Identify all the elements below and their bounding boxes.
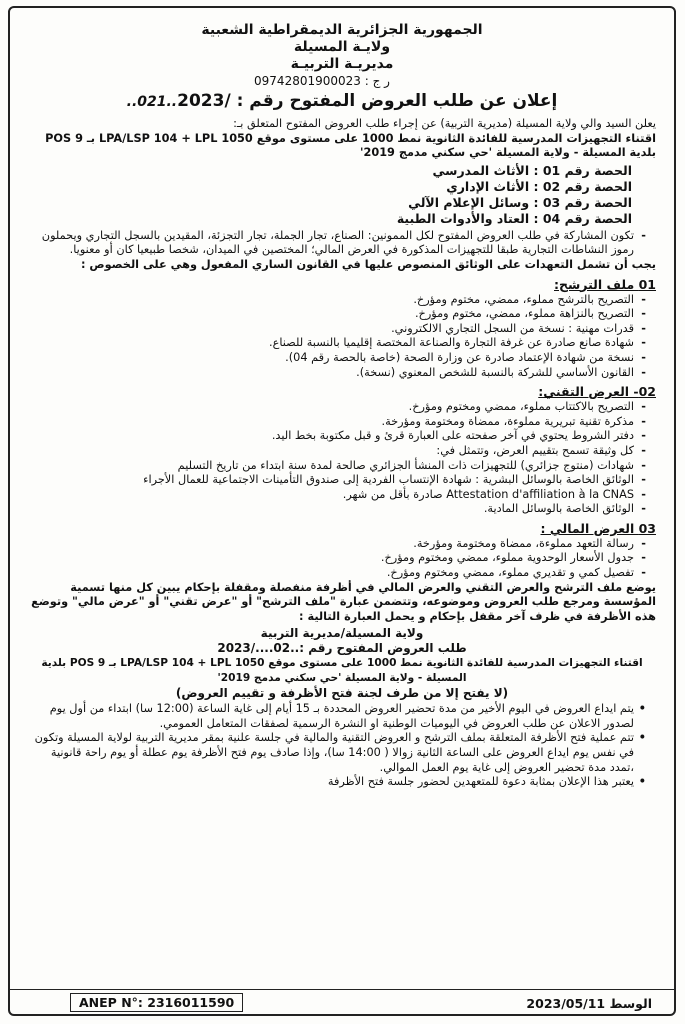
section-title-candidacy: 01 ملف الترشح: [554, 276, 656, 292]
lot-item: الحصة رقم 01 : الأثاث المدرسي [432, 162, 632, 178]
list-item: • تتم عملية فتح الأظرفة المتعلقة بملف الترشح و العروض التقنية والمالية في جلسة علنية بمقر مديرية التربية لولاية المسيلة وتكون في نفس يوم ايداع العروض على الساعة الثانية زوالا ( 14:00 سا)، وإذا صادف يوم فتح الأظرفة يوم عطلة أو يوم راحة قانونية ،تمدد مدة تحضير العروض إلى غاية يوم العمل الموالي. [28, 731, 634, 775]
list-item: - القانون الأساسي للشركة بالنسبة للشخص المعنوي (نسخة). [28, 366, 634, 381]
envelope-note: (لا يفتح إلا من طرف لجنة فتح الأظرفة و تقييم العروض) [175, 685, 509, 700]
list-item: - دفتر الشروط يحتوي في آخر صفحته على العبارة قرئ و قبل مكتوبة بخط اليد. [28, 429, 634, 444]
candidacy-list [28, 293, 656, 381]
list-item: - مذكرة تقنية تبريرية مملوءة، ممضاة ومختومة ومؤرخة. [28, 415, 634, 430]
technical-list [28, 400, 656, 517]
list-item: - شهادات (منتوج جزائري) للتجهيزات ذات المنشأ الجزائري صالحة لمدة سنة ابتداء من تاريخ التسليم [28, 459, 634, 474]
envelope-line: طلب العروض المفتوح رقم :..02..../2023 [217, 641, 467, 656]
list-item: - Attestation d'affiliation à la CNAS صادرة بأقل من شهر. [28, 488, 634, 503]
title-year: 2023/ [177, 91, 231, 111]
list-item: - نسخة من شهادة الإعتماد صادرة عن وزارة الصحة (خاصة بالحصة رقم 04). [28, 351, 634, 366]
document-page [8, 6, 676, 1016]
list-item: - الوثائق الخاصة بالوسائل المادية. [28, 502, 634, 517]
envelope-instructions: يوضع ملف الترشح والعرض التقني والعرض المالي في أظرفة منفصلة ومقفلة بإحكام يبين كل منها تسمية المؤسسة ومرجع طلب العروض وموضوعه، وتتضمن عبارة "ملف الترشح" أو "عرض تقني" أو "عرض مالي" وتوضع هذه الأظرفة في ظرف آخر مقفل بإحكام و يحمل العبارة التالية : [31, 580, 656, 623]
ref-number: 09742801900023 [254, 74, 361, 88]
list-item: - تفصيل كمي و تقديري مملوء، ممضي ومختوم ومؤرخ. [28, 566, 634, 581]
anep-number: ANEP N°: 2316011590 [70, 993, 243, 1012]
list-item: • يعتبر هذا الإعلان بمثابة دعوة للمتعهدين لحضور جلسة فتح الأظرفة [28, 775, 634, 790]
list-item: - التصريح بالاكتتاب مملوء، ممضي ومختوم ومؤرخ. [28, 400, 634, 415]
announcement-title [28, 91, 656, 111]
section-title-financial: 03 العرض المالي : [540, 520, 656, 536]
header [28, 22, 656, 73]
list-item: - التصريح بالنزاهة مملوء، ممضي، مختوم ومؤرخ. [28, 307, 634, 322]
lot-item: الحصة رقم 04 : العتاد والأدوات الطبية [396, 210, 632, 226]
envelope-label [28, 626, 656, 656]
list-item: - شهادة صانع صادرة عن غرفة التجارة والصناعة المختصة إقليميا بالنسبة للصناع. [28, 336, 634, 351]
intro-subject: اقتناء التجهيزات المدرسية للفائدة الثانوية نمط 1000 على مستوى موقع LPA/LSP 104 + LPL 1050 بـ POS 9 بلدية المسيلة - ولاية المسيلة 'حي سكني مدمج 2019' [45, 131, 656, 160]
wilaya-name: ولايـة المسيلة [293, 39, 391, 55]
lot-item: الحصة رقم 03 : وسائل الإعلام الآلي [408, 194, 632, 210]
must-include-text: يجب أن تشمل التعهدات على الوثائق المنصوص عليها في القانون الساري المفعول وهي على الخصوص : [80, 257, 656, 271]
list-item: - جدول الأسعار الوحدوية مملوء، ممضي ومختوم ومؤرخ. [28, 551, 634, 566]
lot-item: الحصة رقم 02 : الأثاث الإداري [446, 178, 632, 194]
republic-name: الجمهورية الجزائرية الديمقراطية الشعبية [201, 22, 483, 38]
financial-list [28, 537, 656, 581]
list-item: - كل وثيقة تسمح بتقييم العرض، وتتمثل في: [28, 444, 634, 459]
section-title-technical: 02- العرض التقني: [538, 384, 656, 400]
reference [28, 73, 616, 89]
participation-text: - تكون المشاركة في طلب العروض المفتوح لكل الممونين: الصناع، تجار الجملة، تجار التجزئة، المقيدين بالسجل التجاري ويحملون رموز النشاطات التجارية طبقا للتجهيزات المذكورة في العرض المالي؛ المختصين في الميدان، شخصا طبيعيا كان أو معنويا. [28, 229, 634, 258]
ref-label: ر ج : [364, 74, 390, 88]
title-number: ..021.. [126, 94, 178, 110]
list-item: - قدرات مهنية : نسخة من السجل التجاري الالكتروني. [28, 322, 634, 337]
title-text: إعلان عن طلب العروض المفتوح رقم : [236, 91, 558, 111]
list-item: - رسالة التعهد مملوءة، ممضاة ومختومة ومؤرخة. [28, 537, 634, 552]
directorate-name: مديريـة التربيـة [290, 56, 394, 72]
list-item: - الوثائق الخاصة بالوسائل البشرية : شهادة الإنتساب الفردية إلى صندوق التأمينات الاجتماعية للعمال الأجراء [28, 473, 634, 488]
footer [10, 989, 674, 1014]
envelope-subject: اقتناء التجهيزات المدرسية للفائدة الثانوية نمط 1000 على مستوى موقع LPA/LSP 104 + LPL 1050 بـ POS 9 بلدية المسيلة - ولاية المسيلة 'حي سكني مدمج 2019' [41, 657, 643, 685]
envelope-line: ولاية المسيلة/مديرية التربية [260, 626, 424, 641]
lots-list [28, 163, 632, 227]
publication-date: الوسط 2023/05/11 [526, 996, 652, 1011]
intro-line: يعلن السيد والي ولاية المسيلة (مديرية التربية) عن إجراء طلب العروض المفتوح المتعلق بـ: [233, 117, 656, 130]
list-item: - التصريح بالترشح مملوء، ممضي، مختوم ومؤرخ. [28, 293, 634, 308]
final-list [28, 702, 656, 790]
list-item: • يتم ايداع العروض في اليوم الأخير من مدة تحضير العروض المحددة بـ 15 أيام إلى غاية الساعة (12:00 سا) ابتداء من أول يوم لصدور الاعلان عن طلب العروض في اليوميات الوطنية او النشرة الرسمية لصفقات المتعامل العمومي. [28, 702, 634, 731]
